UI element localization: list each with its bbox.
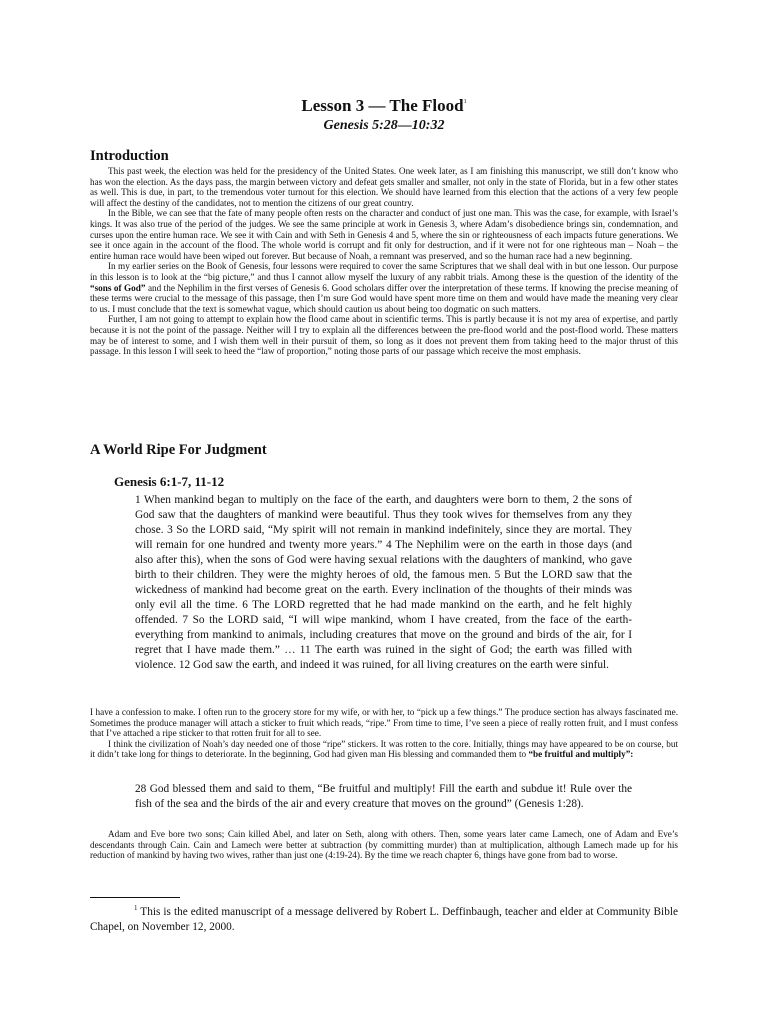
scripture-reference: Genesis 6:1-7, 11-12 bbox=[114, 474, 225, 489]
scripture-quote-text-2: 28 God blessed them and said to them, “Be fruitful and multiply! Fill the earth and subdue it! Rule over the fish of the sea and the birds of the air and every creature that moves on the ground” (Genesis 1:28). bbox=[135, 783, 632, 810]
be-fruitful-emphasis: “be fruitful and multiply”: bbox=[528, 749, 634, 760]
intro-paragraph-3 bbox=[90, 261, 678, 314]
sons-of-god-emphasis: “sons of God” bbox=[90, 282, 146, 293]
intro-paragraph-2: In the Bible, we can see that the fate of many people often rests on the character and conduct of just one man. This was the case, for example, with Israel’s kings. It was also true of the period of the judges. We see the same principle at work in Genesis 3, where Adam’s disobedience brings sin, condemnation, and curses upon the entire human race. We see it with Cain and with Seth in Genesis 4 and 5, where the sin or righteousness of each impacts future generations. We see it once again in the account of the flood. The whole world is corrupt and fit only for destruction, and if it were not for one righteous man – Noah – the entire human race would have been wiped out forever. But because of Noah, a remnant was preserved, and so the human race had a new beginning. bbox=[90, 208, 678, 261]
scripture-quote-text: 1 When mankind began to multiply on the face of the earth, and daughters were born to them, 2 the sons of God saw that the daughters of mankind were beautiful. Thus they took wives for themselves from any they chose. 3 So the LORD said, “My spirit will not remain in mankind indefinitely, since they are mortal. They will remain for one hundred and twenty more years.” 4 The Nephilim were on the earth in those days (and also after this), when the sons of God were having sexual relations with the daughters of mankind, who gave birth to their children. They were the mighty heroes of old, the famous men. 5 But the LORD saw that the wickedness of mankind had become great on the earth. Every inclination of the thoughts of their minds was only evil all the time. 6 The LORD regretted that he had made mankind on the earth, and he felt highly offended. 7 So the LORD said, “I will wipe mankind, whom I have created, from the face of the earth-everything from mankind to animals, including creatures that move on the ground and birds of the air, for I regret that I have made them.” … 11 The earth was ruined in the sight of God; the earth was filled with violence. 12 God saw the earth, and indeed it was ruined, for all living creatures on the earth were sinful. bbox=[135, 494, 632, 671]
page-title bbox=[0, 92, 768, 116]
intro-paragraph-4: Further, I am not going to attempt to explain how the flood came about in scientific terms. This is partly because it is not my area of expertise, and partly because it is not the point of the passage. Neither will I try to explain all the differences between the pre-flood world and the post-flood world. These matters may be of interest to some, and I wish them well in their pursuit of them, so long as it does not prevent them from taking heed to the major thrust of this passage. In this lesson I will seek to heed the “law of proportion,” noting those parts of our passage which receive the most emphasis. bbox=[90, 314, 678, 357]
intro-paragraph-3-part-b: and the Nephilim in the first verses of Genesis 6. Good scholars differ over the interpretation of these terms. If knowing the precise meaning of these terms were crucial to the message of this passage, then I’m sure God would have spent more time on them and would have made the meaning very clear to us. I must conclude that the text is somewhat vague, which should caution us about being too dogmatic on such matters. bbox=[90, 282, 678, 314]
section-body-1 bbox=[90, 707, 678, 760]
scripture-quote-genesis-6 bbox=[135, 493, 632, 673]
section-paragraph-confession: I have a confession to make. I often run to the grocery store for my wife, or with her, to “pick up a few things.” The produce section has always fascinated me. Sometimes the produce manager will attach a sticker to fruit which reads, “ripe.” From time to time, I’ve seen a piece of really rotten fruit, and I must confess that I’ve attached a ripe sticker to that rotten fruit for all to see. bbox=[90, 707, 678, 739]
title-footnote-marker: 1 bbox=[463, 99, 467, 105]
introduction-body bbox=[90, 166, 678, 357]
section-heading: A World Ripe For Judgment bbox=[90, 442, 267, 458]
footnote bbox=[90, 901, 678, 935]
introduction-heading: Introduction bbox=[90, 148, 169, 164]
section-paragraph-ripe-text: I think the civilization of Noah’s day needed one of those “ripe” stickers. It was rotten to the core. Initially, things may have appeared to be on course, but it didn’t take long for things to deteriorate. In the beginning, God had given man His blessing and commanded them to bbox=[90, 738, 678, 760]
section-body-2 bbox=[90, 829, 678, 861]
scripture-quote-genesis-1 bbox=[135, 782, 632, 812]
footnote-divider bbox=[90, 897, 180, 898]
title-text: Lesson 3 — The Flood bbox=[301, 96, 464, 115]
footnote-marker: 1 bbox=[134, 904, 138, 912]
section-paragraph-lamech: Adam and Eve bore two sons; Cain killed Abel, and later on Seth, along with others. Then, some years later came Lamech, one of Adam and Eve’s descendants through Cain. Cain and Lamech were better at subtraction (by committing murder) than at multiplication, although Lamech made up for his reduction of mankind by having two wives, rather than just one (4:19-24). By the time we reach chapter 6, things have gone from bad to worse. bbox=[90, 829, 678, 861]
footnote-text: This is the edited manuscript of a message delivered by Robert L. Deffinbaugh, teacher and elder at Community Bible Chapel, on November 12, 2000. bbox=[90, 906, 678, 933]
intro-paragraph-1: This past week, the election was held for the presidency of the United States. One week later, as I am finishing this manuscript, we still don’t know who has won the election. As the days pass, the margin between victory and defeat gets smaller and smaller, not only in the state of Florida, but in a few other states as well. This is due, in part, to the tremendous voter turnout for this election. We should have learned from this election that the actions of a very few people will affect the destiny of the candidates, not to mention the citizens of our great country. bbox=[90, 166, 678, 208]
section-paragraph-ripe bbox=[90, 739, 678, 760]
intro-paragraph-3-part-a: In my earlier series on the Book of Genesis, four lessons were required to cover the same Scriptures that we shall deal with in but one lesson. Our purpose in this lesson is to look at the “big picture,” and thus I cannot allow myself the luxury of any rabbit trials. Among these is the question of the identity of the bbox=[90, 261, 678, 282]
page-subtitle: Genesis 5:28—10:32 bbox=[323, 118, 445, 133]
